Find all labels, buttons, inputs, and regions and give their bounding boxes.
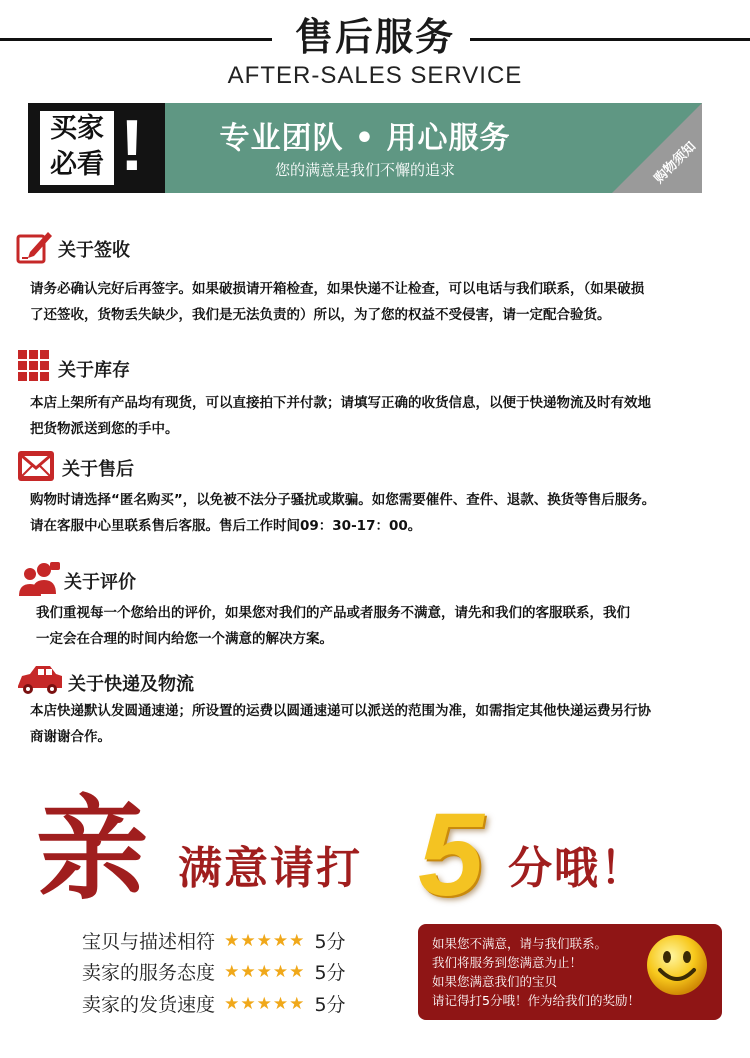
page-subtitle: AFTER-SALES SERVICE — [227, 62, 523, 89]
body-line: 请在客服中心里联系售后客服。售后工作时间09：30-17：00。 — [30, 518, 422, 534]
pen-edit-icon — [16, 228, 54, 266]
section-title: 关于评价 — [64, 572, 136, 593]
star-icon: ★ — [289, 961, 305, 982]
rating-score: 5分 — [314, 931, 346, 953]
body-line: 一定会在合理的时间内给您一个满意的解决方案。 — [36, 631, 333, 647]
star-icon: ★ — [289, 930, 305, 951]
star-icon: ★ — [240, 993, 256, 1014]
rating-label: 卖家的发货速度 — [82, 994, 216, 1016]
section-signing-header — [16, 228, 316, 268]
corner-ribbon-label: 购物须知 — [651, 139, 700, 187]
rating-row-service — [82, 958, 346, 986]
star-icon: ★ — [240, 961, 256, 982]
section-shipping-body — [30, 698, 651, 750]
notice-banner — [28, 103, 702, 193]
banner-main-slogan: 专业团队 • 用心服务 — [219, 121, 511, 156]
body-line: 本店快递默认发圆通速递；所设置的运费以圆通速递可以派送的范围为准，如需指定其他快递运费另行协 — [30, 703, 651, 719]
must-read-label — [40, 111, 114, 185]
page-title: 售后服务 — [294, 15, 455, 59]
note-line: 如果您满意我们的宝贝 — [432, 974, 558, 989]
star-icon: ★ — [224, 961, 240, 982]
body-line: 我们重视每一个您给出的评价，如果您对我们的产品或者服务不满意，请先和我们的客服联系，我们 — [36, 605, 630, 621]
rating-score: 5分 — [314, 994, 346, 1016]
note-line: 如果您不满意，请与我们联系。 — [432, 936, 608, 951]
body-line: 请务必确认完好后再签字。如果破损请开箱检查，如果快递不让检查，可以电话与我们联系，（如果破损 — [30, 281, 645, 297]
section-title: 关于售后 — [62, 459, 134, 480]
slogan-part-a: 满意请打 — [178, 843, 362, 894]
section-title: 关于快递及物流 — [68, 674, 194, 695]
star-icon: ★ — [289, 993, 305, 1014]
note-line: 我们将服务到您满意为止！ — [432, 955, 583, 970]
rating-stars — [224, 931, 305, 951]
star-icon: ★ — [272, 930, 289, 951]
section-stock-body — [30, 390, 651, 442]
people-icon — [16, 560, 62, 598]
body-line: 商谢谢合作。 — [30, 729, 111, 745]
section-review-header — [16, 560, 316, 600]
banner-sub-slogan: 您的满意是我们不懈的追求 — [274, 161, 455, 179]
car-icon — [16, 664, 64, 698]
rating-label: 卖家的服务态度 — [82, 962, 216, 984]
rating-stars — [224, 962, 305, 982]
star-icon: ★ — [224, 993, 240, 1014]
section-title: 关于签收 — [58, 240, 130, 261]
body-line: 本店上架所有产品均有现货，可以直接拍下并付款；请填写正确的收货信息，以便于快递物流及时有效地 — [30, 395, 651, 411]
body-line: 了还签收，货物丢失缺少，我们是无法负责的）所以，为了您的权益不受侵害，请一定配合验货。 — [30, 307, 611, 323]
slogan-part-b: 分哦！ — [508, 843, 646, 894]
star-icon: ★ — [272, 993, 289, 1014]
rating-row-delivery — [82, 990, 346, 1018]
section-review-body — [36, 600, 630, 652]
smiley-face-icon — [644, 932, 710, 998]
note-line: 请记得打5分哦！作为给我们的奖励！ — [432, 993, 640, 1008]
must-read-block — [28, 103, 165, 193]
body-line: 把货物派送到您的手中。 — [30, 421, 179, 437]
banner-slogan-block — [165, 103, 702, 193]
body-line: 购物时请选择“匿名购买”，以免被不法分子骚扰或欺骗。如您需要催件、查件、退款、换货等售后服务。 — [30, 492, 656, 508]
star-icon: ★ — [224, 930, 240, 951]
star-icon: ★ — [272, 961, 289, 982]
rating-label: 宝贝与描述相符 — [82, 931, 216, 953]
five-score-number: 5 — [418, 789, 484, 921]
star-icon: ★ — [256, 930, 272, 951]
qin-big-character: 亲 — [36, 784, 148, 915]
star-icon: ★ — [256, 961, 272, 982]
satisfaction-note — [418, 924, 722, 1020]
section-aftersale-header — [16, 447, 316, 487]
star-icon: ★ — [256, 993, 272, 1014]
section-title: 关于库存 — [58, 360, 130, 381]
rating-row-description — [82, 927, 346, 955]
section-signing-body — [30, 276, 644, 328]
must-read-line1: 买家 — [50, 113, 104, 144]
rating-stars — [224, 994, 305, 1014]
star-icon: ★ — [240, 930, 256, 951]
grid-stock-icon — [16, 348, 54, 386]
section-aftersale-body — [30, 487, 655, 539]
envelope-icon — [16, 447, 56, 485]
rating-score: 5分 — [314, 962, 346, 984]
section-stock-header — [16, 348, 316, 388]
exclamation-mark: ! — [120, 106, 144, 186]
must-read-line2: 必看 — [50, 149, 104, 180]
